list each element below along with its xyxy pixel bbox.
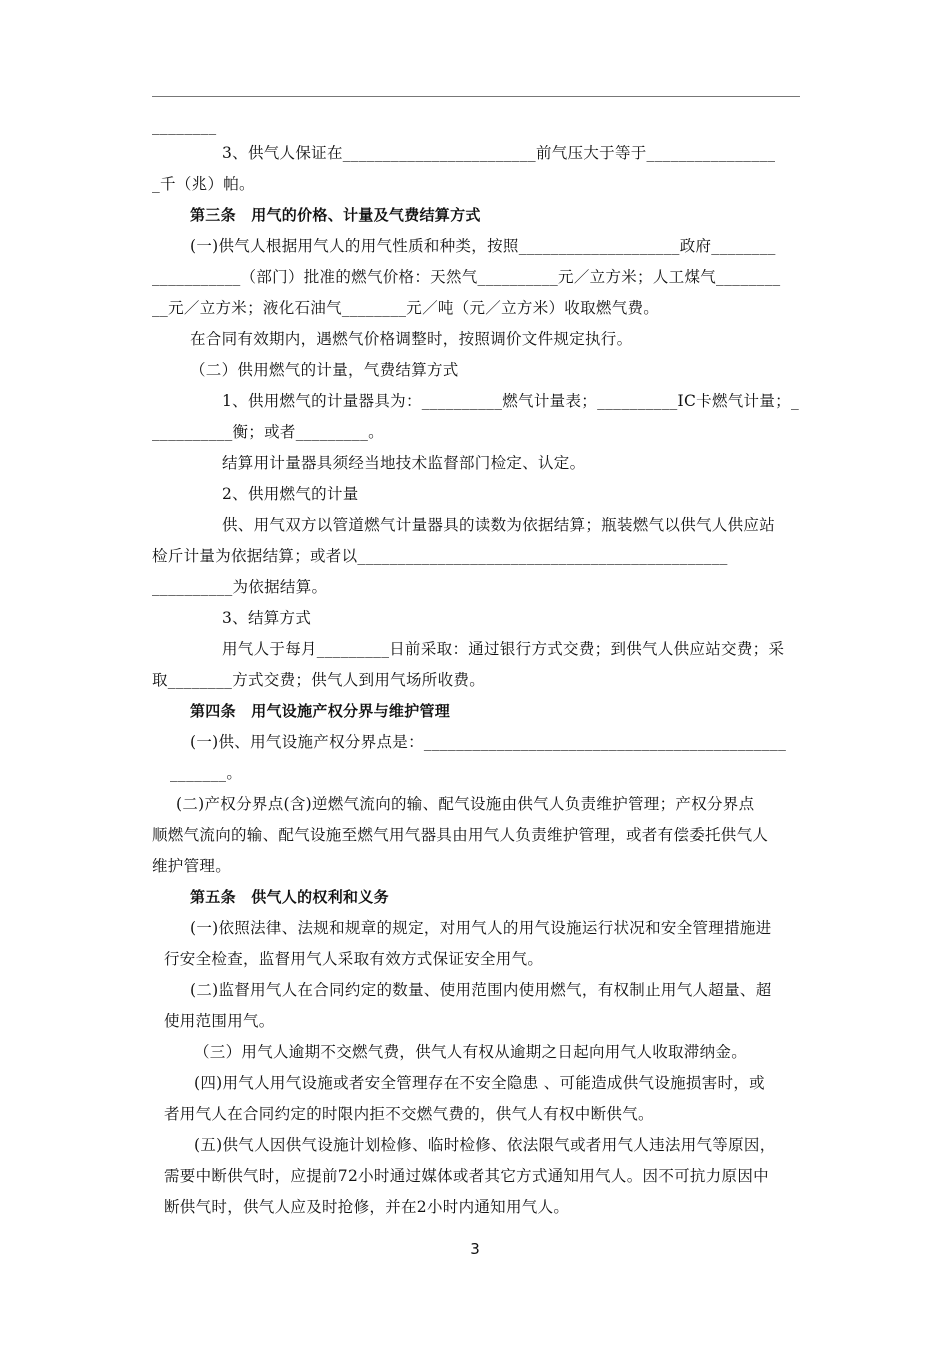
- page-number: 3: [470, 1240, 480, 1258]
- text-line: 3、结算方式: [222, 609, 312, 627]
- text-line: _千（兆）帕。: [152, 175, 255, 193]
- section-heading: 第三条 用气的价格、计量及气费结算方式: [190, 206, 481, 224]
- text-line: （三）用气人逾期不交燃气费，供气人有权从逾期之日起向用气人收取滞纳金。: [194, 1043, 748, 1061]
- text-line: 需要中断供气时，应提前72小时通过媒体或者其它方式通知用气人。因不可抗力原因中: [164, 1167, 769, 1185]
- text-line: 1、供用燃气的计量器具为：__________燃气计量表；__________IC卡燃气计量；_: [222, 392, 799, 410]
- text-line: (五)供气人因供气设施计划检修、临时检修、依法限气或者用气人违法用气等原因，: [194, 1136, 776, 1154]
- text-line: 取________方式交费；供气人到用气场所收费。: [152, 671, 486, 689]
- text-line: 维护管理。: [152, 857, 232, 875]
- section-heading: 第五条 供气人的权利和义务: [190, 888, 389, 906]
- text-line: （二）供用燃气的计量，气费结算方式: [190, 361, 459, 379]
- text-line: 使用范围用气。: [164, 1012, 275, 1030]
- text-line: __元／立方米；液化石油气________元／吨（元／立方米）收取燃气费。: [152, 299, 660, 317]
- text-line: 结算用计量器具须经当地技术监督部门检定、认定。: [222, 454, 586, 472]
- text-line: (一)供、用气设施产权分界点是：_____________________________________________: [190, 733, 787, 751]
- text-line: 断供气时，供气人应及时抢修，并在2小时内通知用气人。: [164, 1198, 570, 1216]
- text-line: (四)用气人用气设施或者安全管理存在不安全隐患 、可能造成供气设施损害时，或: [194, 1074, 765, 1092]
- text-line: 顺燃气流向的输、配气设施至燃气用气器具由用气人负责维护管理，或者有偿委托供气人: [152, 826, 769, 844]
- text-line: (二)产权分界点(含)逆燃气流向的输、配气设施由供气人负责维护管理；产权分界点: [176, 795, 755, 813]
- text-line: 检斤计量为依据结算；或者以______________________________________________: [152, 547, 728, 565]
- section-heading: 第四条 用气设施产权分界与维护管理: [190, 702, 451, 720]
- text-line: 在合同有效期内，遇燃气价格调整时，按照调价文件规定执行。: [190, 330, 633, 348]
- top-rule: [152, 96, 800, 97]
- text-line: _______。: [170, 764, 243, 782]
- text-line: __________为依据结算。: [152, 578, 328, 596]
- text-line: 用气人于每月_________日前采取：通过银行方式交费；到供气人供应站交费；采: [222, 640, 785, 658]
- text-line: 行安全检查，监督用气人采取有效方式保证安全用气。: [164, 950, 544, 968]
- text-line: ___________（部门）批准的燃气价格：天然气__________元／立方米；人工煤气________: [152, 268, 781, 286]
- text-line: 者用气人在合同约定的时限内拒不交燃气费的，供气人有权中断供气。: [164, 1105, 654, 1123]
- text-line: 2、供用燃气的计量: [222, 485, 359, 503]
- text-line: (一)依照法律、法规和规章的规定，对用气人的用气设施运行状况和安全管理措施进: [190, 919, 772, 937]
- text-line: (一)供气人根据用气人的用气性质和种类，按照____________________政府________: [190, 237, 776, 255]
- text-line: __________衡；或者_________。: [152, 423, 384, 441]
- text-line: (二)监督用气人在合同约定的数量、使用范围内使用燃气，有权制止用气人超量、超: [190, 981, 772, 999]
- text-line: 供、用气双方以管道燃气计量器具的读数为依据结算；瓶装燃气以供气人供应站: [222, 516, 776, 534]
- text-line: ________: [152, 117, 217, 135]
- text-line: 3、供气人保证在________________________前气压大于等于________________: [222, 144, 776, 162]
